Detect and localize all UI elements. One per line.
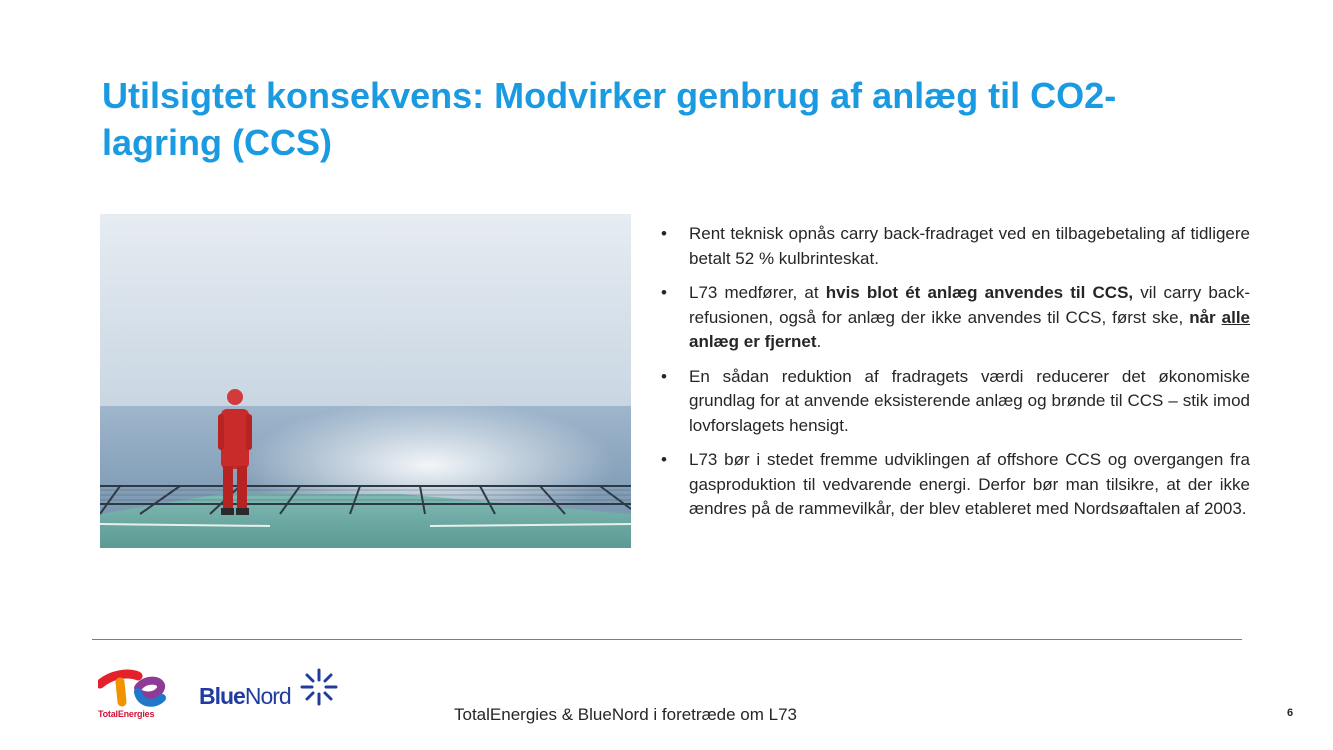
offshore-worker-photo	[100, 214, 631, 548]
totalenergies-wordmark: TotalEnergies	[98, 709, 155, 719]
bullet-item	[661, 365, 1250, 439]
bullet-bold-part: når	[1189, 307, 1222, 327]
bullet-text: Rent teknisk opnås carry back-fradraget ved en tilbagebetaling af tidligere betalt 52 % kulbrinteskat.	[689, 224, 1250, 268]
bullet-marker: •	[661, 283, 667, 302]
page-number: 6	[1287, 707, 1294, 719]
bullet-list	[661, 222, 1250, 532]
bullet-text-part: vil carry back-refusionen, også for anlæg der ikke anvendes til CCS, først ske,	[689, 283, 1250, 327]
bluenord-wordmark	[199, 683, 291, 710]
footer-caption: TotalEnergies & BlueNord i foretræde om L73	[454, 705, 798, 724]
bluenord-burst-icon	[300, 668, 338, 706]
bullet-marker: •	[661, 450, 667, 469]
footer-divider	[92, 639, 1242, 640]
bullet-item	[661, 448, 1250, 522]
bullet-item	[661, 222, 1250, 271]
slide-title: Utilsigtet konsekvens: Modvirker genbrug af anlæg til CO2-lagring (CCS)	[102, 75, 1117, 163]
bullet-marker: •	[661, 366, 667, 386]
bullet-text-part: L73 medfører, at	[689, 283, 826, 302]
bullet-bold-part: hvis blot ét anlæg anvendes til CCS,	[825, 283, 1134, 302]
bluenord-wordmark-b: Nord	[244, 683, 291, 709]
bullet-bold-part: anlæg er fjernet	[689, 332, 817, 351]
bullet-marker: •	[661, 224, 667, 243]
bullet-text: En sådan reduktion af fradragets værdi reducerer det økonomiske grundlag for at anvende eksisterende anlæg og brønde til CCS – stik imod lovforslagets hensigt.	[689, 366, 1250, 435]
bullet-underlined-part: alle	[1221, 307, 1250, 327]
bullet-text: L73 bør i stedet fremme udviklingen af offshore CCS og overgangen fra gasproduktion til vedvarende energi. Derfor bør man tilsikre, at der ikke ændres på de rammevilkår, der blev etableret med Nordsøaftalen af 2003.	[689, 450, 1250, 518]
bullet-item	[661, 281, 1250, 355]
bluenord-wordmark-a: Blue	[199, 683, 245, 709]
bullet-text-part: .	[816, 332, 822, 351]
